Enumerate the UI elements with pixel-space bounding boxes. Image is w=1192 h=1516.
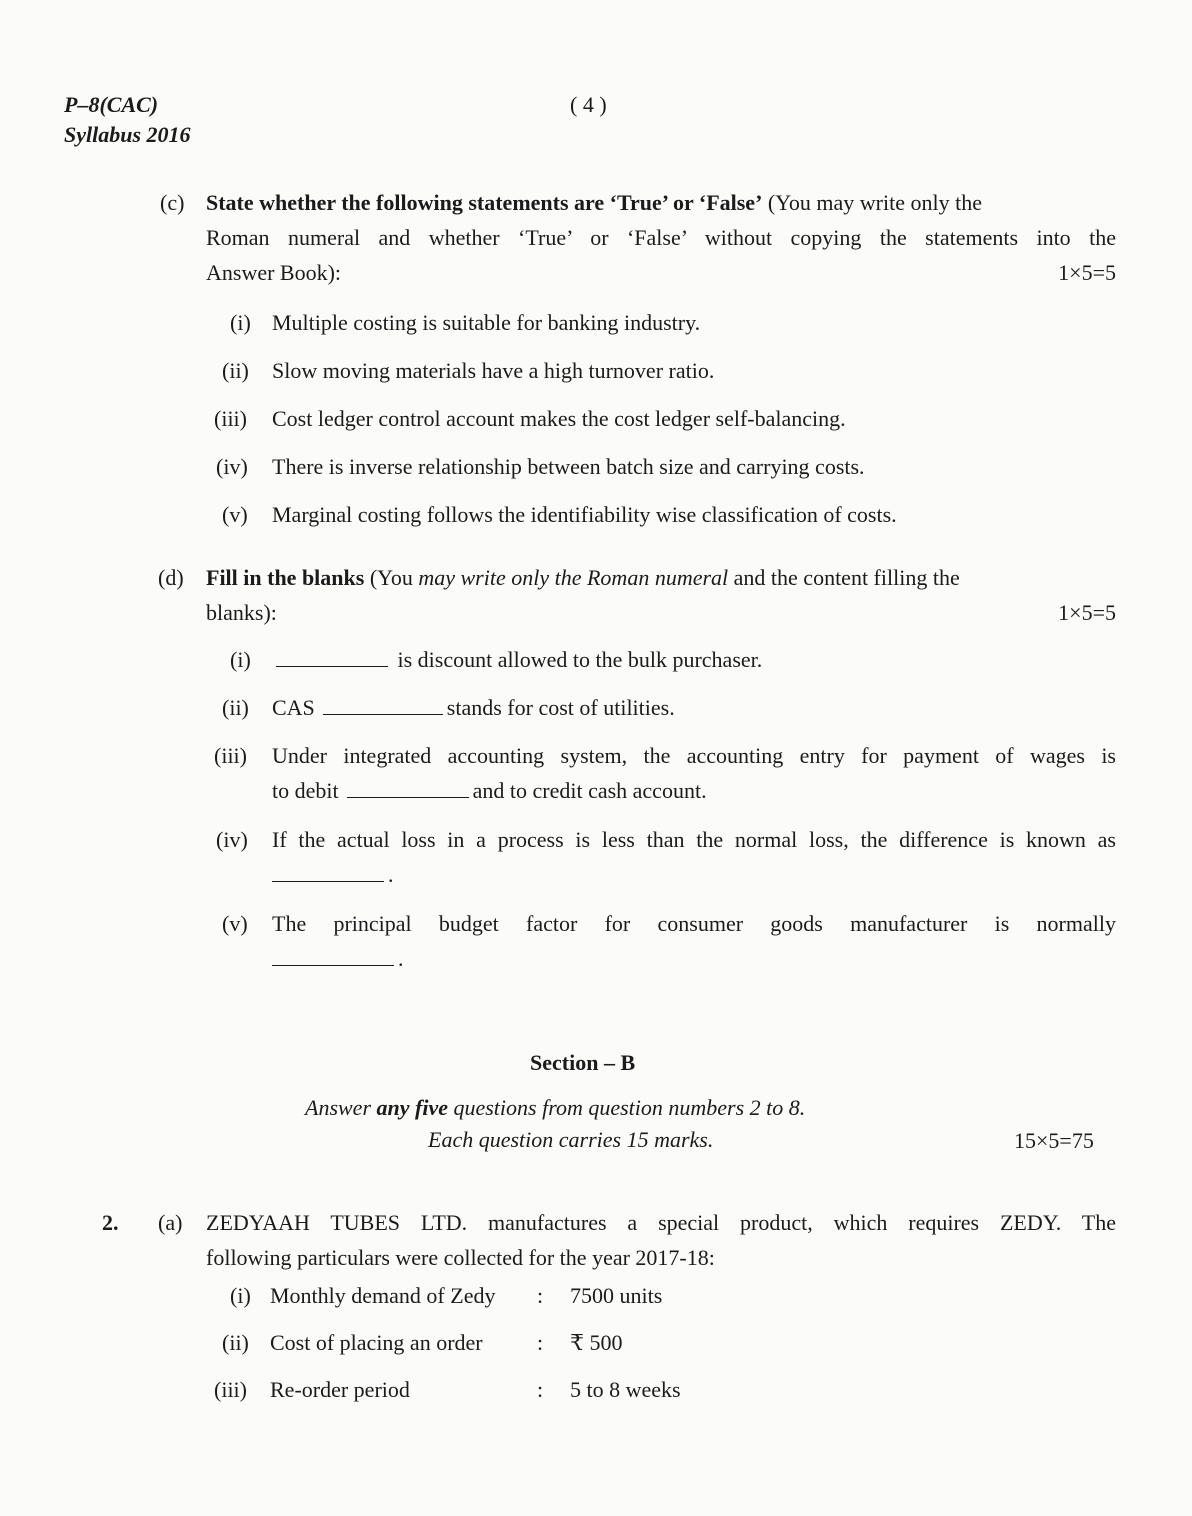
particular-label: Monthly demand of Zedy: [270, 1283, 496, 1308]
part-d-instructions: [206, 560, 1116, 630]
item-number: (iv): [216, 454, 248, 479]
colon-separator: :: [537, 1283, 544, 1308]
part-d-line2: blanks):: [206, 600, 277, 625]
particular-value: 7500 units: [570, 1283, 663, 1308]
item-text-before: CAS: [272, 695, 315, 720]
item-number: (v): [222, 911, 248, 936]
q2-particular-row: [200, 1283, 800, 1318]
part-d-pre: (You: [364, 565, 419, 590]
item-text: Multiple costing is suitable for banking industry.: [272, 310, 701, 335]
item-text: Slow moving materials have a high turnover ratio.: [272, 358, 715, 383]
part-c-line3: Answer Book):: [206, 260, 342, 285]
question-2a-text: [206, 1205, 1116, 1275]
section-b-marks: 15×5=75: [1014, 1128, 1094, 1153]
item-text-before: to debit: [272, 778, 339, 803]
question-part-label: (a): [158, 1210, 183, 1235]
page-number: ( 4 ): [570, 92, 607, 117]
part-d-label: (d): [158, 565, 184, 590]
inst-post: questions from question numbers 2 to 8.: [447, 1095, 806, 1120]
item-text-line1: Under integrated accounting system, the accounting entry for payment of wages is: [272, 743, 1116, 768]
part-c-heading: State whether the following statements are ‘True’ or ‘False’: [206, 190, 763, 215]
item-number: (iv): [216, 827, 248, 852]
section-b-instruction-line2: Each question carries 15 marks.: [428, 1127, 714, 1152]
item-text: There is inverse relationship between batch size and carrying costs.: [272, 454, 865, 479]
item-number: (i): [230, 310, 251, 335]
part-d-marks: 1×5=5: [1058, 600, 1116, 625]
item-number: (v): [222, 502, 248, 527]
part-d-post: and the content filling the: [728, 565, 960, 590]
item-number: (ii): [222, 695, 249, 720]
blank-line: [276, 648, 388, 667]
item-text: and to credit cash account.: [472, 778, 707, 803]
item-text-line1: The principal budget factor for consumer goods manufacturer is normally: [272, 911, 1116, 936]
syllabus-label: Syllabus 2016: [64, 122, 191, 147]
item-text: .: [388, 862, 394, 887]
q2-line1: ZEDYAAH TUBES LTD. manufactures a special product, which requires ZEDY. The: [206, 1210, 1116, 1235]
part-c-marks: 1×5=5: [1058, 260, 1116, 285]
section-b-title: Section – B: [530, 1050, 636, 1075]
paper-code: P–8(CAC): [64, 92, 159, 117]
q2-particular-row: [200, 1330, 800, 1365]
paper-header: [64, 90, 191, 150]
item-number: (i): [230, 1283, 251, 1308]
inst-bold: any five: [376, 1095, 448, 1120]
item-number: (ii): [222, 358, 249, 383]
item-text-line1: If the actual loss in a process is less than the normal loss, the difference is known as: [272, 827, 1116, 852]
colon-separator: :: [537, 1330, 544, 1355]
part-c-instruction: (You may write only the: [762, 190, 982, 215]
blank-line: [347, 779, 469, 798]
particular-value: ₹ 500: [570, 1330, 623, 1355]
part-c-line2: Roman numeral and whether ‘True’ or ‘False’ without copying the statements into the: [206, 225, 1116, 250]
item-text: is discount allowed to the bulk purchaser.: [397, 647, 763, 672]
colon-separator: :: [537, 1377, 544, 1402]
item-number: (i): [230, 647, 251, 672]
particular-label: Cost of placing an order: [270, 1330, 483, 1355]
item-number: (iii): [214, 1377, 247, 1402]
q2-line2: following particulars were collected for the year 2017-18:: [206, 1245, 715, 1270]
part-d-heading: Fill in the blanks: [206, 565, 365, 590]
item-text: Cost ledger control account makes the cost ledger self-balancing.: [272, 406, 846, 431]
item-number: (ii): [222, 1330, 249, 1355]
blank-line: [323, 696, 443, 715]
part-d-italic: may write only the Roman numeral: [418, 565, 729, 590]
blank-line: [272, 863, 384, 882]
section-b-instruction: [305, 1095, 805, 1121]
item-text: .: [398, 946, 404, 971]
part-c-label: (c): [160, 190, 185, 215]
blank-line: [272, 947, 394, 966]
particular-value: 5 to 8 weeks: [570, 1377, 681, 1402]
question-number: 2.: [102, 1210, 119, 1235]
q2-particular-row: [200, 1377, 800, 1412]
item-text: stands for cost of utilities.: [446, 695, 675, 720]
item-number: (iii): [214, 743, 247, 768]
particular-label: Re-order period: [270, 1377, 410, 1402]
part-c-instructions: [206, 185, 1116, 290]
item-number: (iii): [214, 406, 247, 431]
item-text: Marginal costing follows the identifiability wise classification of costs.: [272, 502, 897, 527]
inst-pre: Answer: [305, 1095, 377, 1120]
